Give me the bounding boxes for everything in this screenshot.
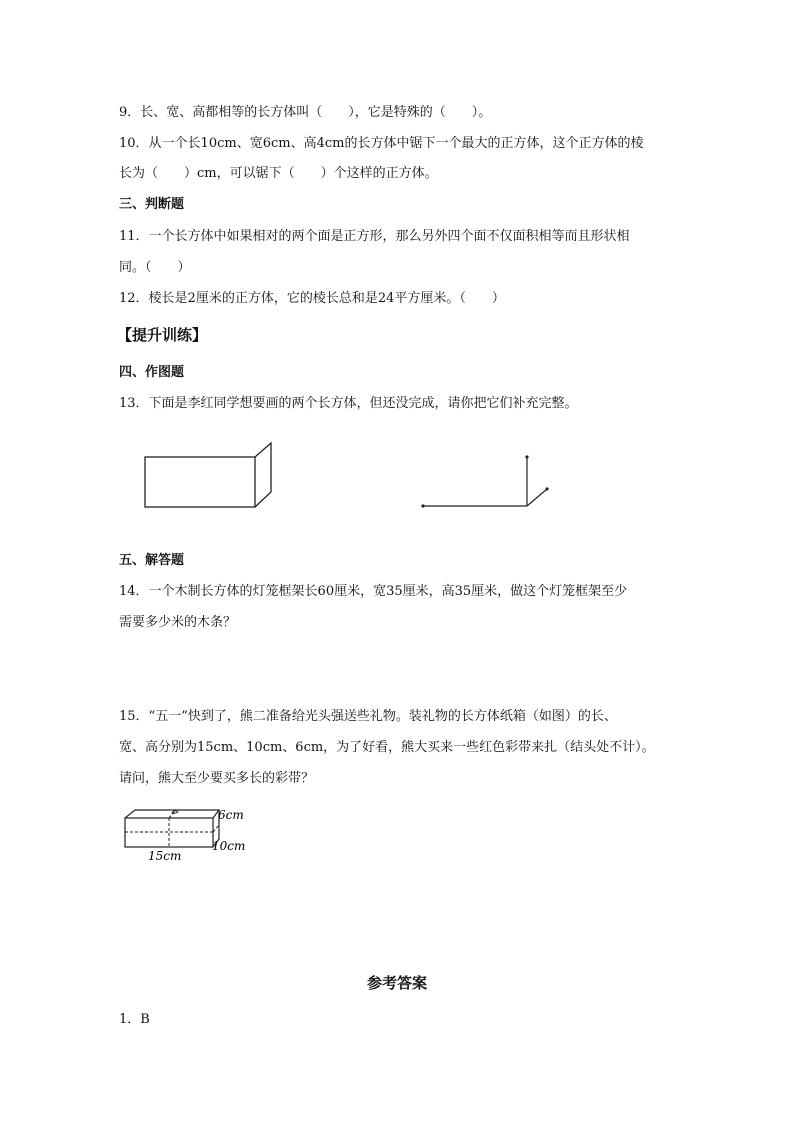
question-9: 9．长、宽、高都相等的长方体叫（ ），它是特殊的（ ）。 xyxy=(119,105,492,120)
question-11-line-2: 同。（ ） xyxy=(119,260,191,275)
answer-1: 1．B xyxy=(119,1012,150,1027)
section-heading-answer-problems: 五、解答题 xyxy=(119,553,185,568)
question-10-line-2: 长为（ ）cm，可以锯下（ ）个这样的正方体。 xyxy=(119,166,438,181)
gift-box-figure xyxy=(120,804,260,868)
question-14-line-2: 需要多少米的木条？ xyxy=(119,615,237,630)
section-heading-drawing: 四、作图题 xyxy=(119,365,185,380)
question-11-line-1: 11．一个长方体中如果相对的两个面是正方形，那么另外四个面不仅面积相等而且形状相 xyxy=(119,229,630,244)
question-15-line-2: 宽、高分别为15cm、10cm、6cm，为了好看，熊大买来一些红色彩带来扎（结头处不计）。 xyxy=(119,740,655,755)
question-12: 12．棱长是2厘米的正方体，它的棱长总和是24平方厘米。（ ） xyxy=(119,291,505,306)
section-heading-judgement: 三、判断题 xyxy=(119,197,185,212)
answer-key-title: 参考答案 xyxy=(366,974,427,992)
incomplete-cuboid-figure-2 xyxy=(418,452,558,512)
question-13: 13．下面是李红同学想要画的两个长方体，但还没完成，请你把它们补充完整。 xyxy=(119,396,578,411)
incomplete-cuboid-figure-1 xyxy=(140,440,280,510)
box-length-label: 15cm xyxy=(148,849,182,863)
box-height-label: 6cm xyxy=(218,808,244,822)
question-14-line-1: 14．一个木制长方体的灯笼框架长60厘米，宽35厘米，高35厘米，做这个灯笼框架至少 xyxy=(119,584,628,599)
question-10-line-1: 10．从一个长10cm、宽6cm、高4cm的长方体中锯下一个最大的正方体，这个正方体的棱 xyxy=(119,136,644,151)
question-15-line-1: 15．“五一”快到了，熊二准备给光头强送些礼物。装礼物的长方体纸箱（如图）的长、 xyxy=(119,709,617,724)
training-heading: 【提升训练】 xyxy=(117,326,208,344)
box-width-label: 10cm xyxy=(212,839,246,853)
question-15-line-3: 请问，熊大至少要买多长的彩带？ xyxy=(119,771,315,786)
